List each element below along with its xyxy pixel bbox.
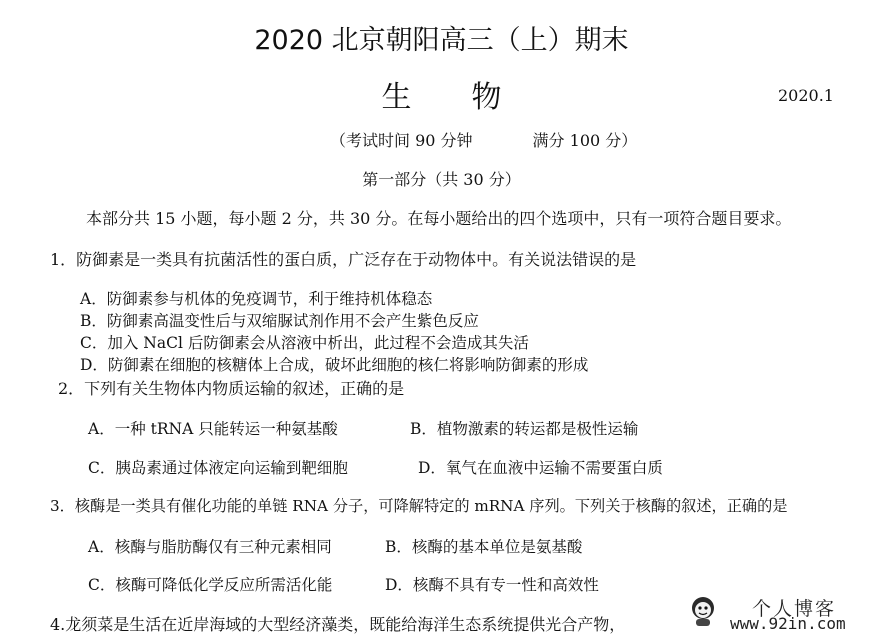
- exam-date: 2020.1: [778, 86, 834, 105]
- part-title: 第一部分（共 30 分）: [362, 170, 521, 189]
- question-3-stem: 3．核酶是一类具有催化功能的单链 RNA 分子，可降解特定的 mRNA 序列。下列关于核酶的叙述，正确的是: [50, 497, 788, 515]
- question-2-stem: 2．下列有关生物体内物质运输的叙述，正确的是: [58, 379, 405, 398]
- question-1-option-a: A．防御素参与机体的免疫调节，利于维持机体稳态: [80, 290, 433, 308]
- question-2-option-c: C．胰岛素通过体液定向运输到靶细胞: [88, 459, 348, 477]
- question-3-option-a: A．核酶与脂肪酶仅有三种元素相同: [88, 538, 332, 556]
- question-2-option-a: A．一种 tRNA 只能转运一种氨基酸: [88, 420, 338, 438]
- watermark-title: 个人博客: [752, 598, 837, 620]
- part-intro: 本部分共 15 小题，每小题 2 分，共 30 分。在每小题给出的四个选项中，只有一项符合题目要求。: [86, 209, 792, 228]
- question-1-stem: 1．防御素是一类具有抗菌活性的蛋白质，广泛存在于动物体中。有关说法错误的是: [50, 250, 637, 269]
- page-title: 2020 北京朝阳高三（上）期末: [254, 25, 629, 56]
- question-3-option-c: C．核酶可降低化学反应所需活化能: [88, 576, 333, 594]
- question-4-stem: 4.龙须菜是生活在近岸海域的大型经济藻类，既能给海洋生态系统提供光合产物，: [50, 615, 626, 634]
- exam-time: （考试时间 90 分钟: [330, 131, 473, 150]
- question-1-option-c: C．加入 NaCl 后防御素会从溶液中析出，此过程不会造成其失活: [80, 334, 529, 352]
- exam-info: [330, 128, 637, 151]
- question-3-option-d: D．核酶不具有专一性和高效性: [385, 576, 599, 594]
- question-2-option-d: D．氧气在血液中运输不需要蛋白质: [418, 459, 663, 477]
- watermark: [680, 590, 880, 634]
- mascot-icon: [688, 594, 718, 628]
- question-1-option-d: D．防御素在细胞的核糖体上合成，破坏此细胞的核仁将影响防御素的形成: [80, 356, 589, 374]
- question-3-option-b: B．核酶的基本单位是氨基酸: [385, 538, 583, 556]
- question-1-option-b: B．防御素高温变性后与双缩脲试剂作用不会产生紫色反应: [80, 312, 479, 330]
- watermark-url: www.92in.com: [730, 614, 846, 633]
- question-2-option-b: B．植物激素的转运都是极性运输: [410, 420, 639, 438]
- full-score: 满分 100 分）: [532, 131, 638, 150]
- subject-title: 生物: [381, 80, 562, 115]
